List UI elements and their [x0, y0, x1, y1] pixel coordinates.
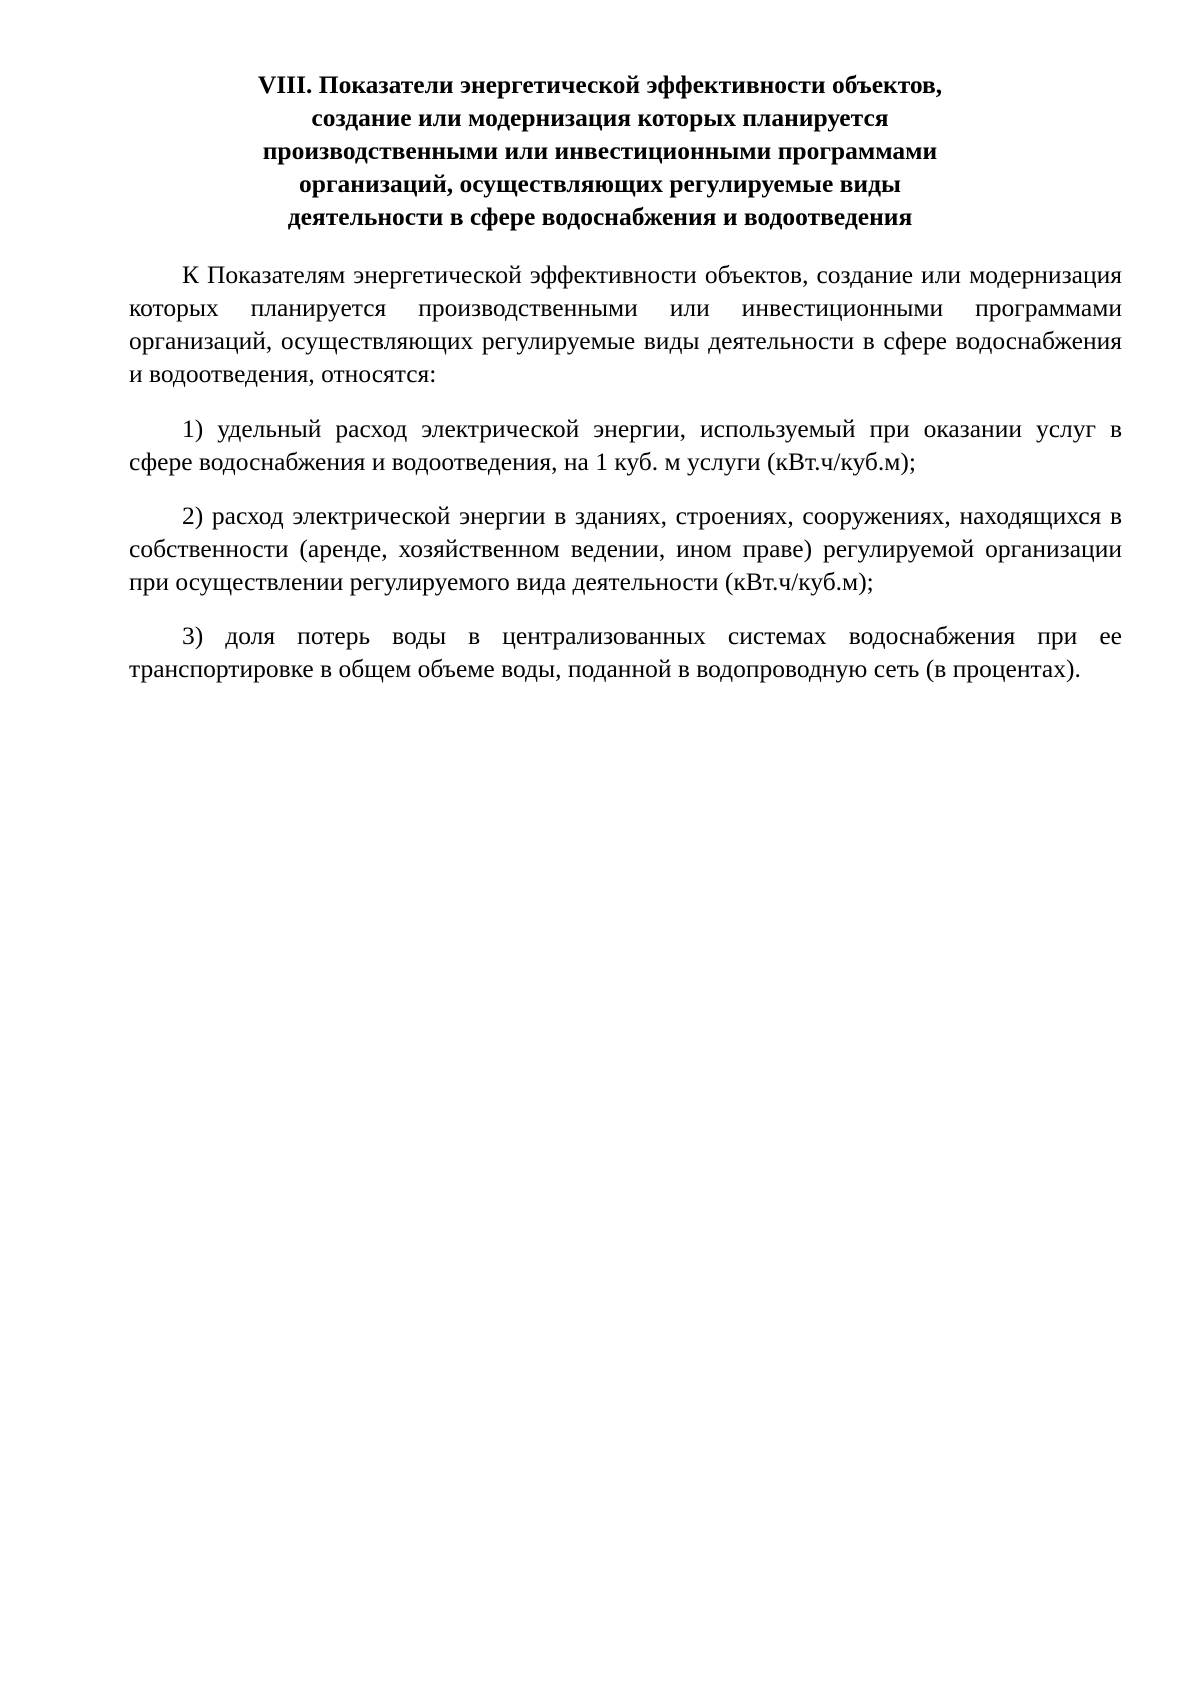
title-line: деятельности в сфере водоснабжения и водоотведения	[287, 202, 913, 231]
section-title	[190, 68, 1010, 233]
list-item: 2) расход электрической энергии в зданиях, строениях, сооружениях, находящихся в собственности (аренде, хозяйственном ведении, ином праве) регулируемой организации при осуществлении регулируемого вида деятельности (кВт.ч/куб.м);	[129, 501, 1122, 596]
title-line: создание или модернизация которых планируется	[311, 103, 889, 132]
title-line: организаций, осуществляющих регулируемые виды	[299, 169, 901, 198]
title-line: VIII. Показатели энергетической эффективности объектов,	[257, 70, 943, 99]
document-body	[129, 258, 1122, 706]
list-item: 3) доля потерь воды в централизованных системах водоснабжения при ее транспортировке в общем объеме воды, поданной в водопроводную сеть (в процентах).	[129, 621, 1122, 683]
intro-paragraph: К Показателям энергетической эффективности объектов, создание или модернизация которых планируется производственными или инвестиционными программами организаций, осуществляющих регулируемые виды деятельности в сфере водоснабжения и водоотведения, относятся:	[129, 260, 1122, 388]
title-line: производственными или инвестиционными программами	[262, 136, 938, 165]
list-item: 1) удельный расход электрической энергии, используемый при оказании услуг в сфере водоснабжения и водоотведения, на 1 куб. м услуги (кВт.ч/куб.м);	[129, 414, 1122, 476]
